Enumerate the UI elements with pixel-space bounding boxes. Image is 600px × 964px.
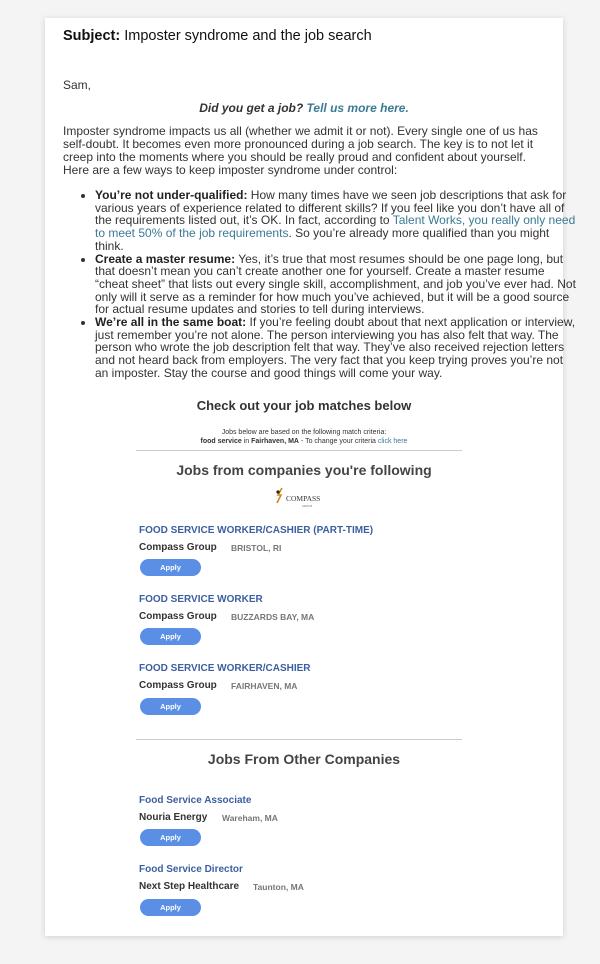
job-company: Compass Group [139,680,217,691]
other-companies-heading: Jobs From Other Companies [207,751,401,767]
job-location: BRISTOL, RI [231,543,282,553]
prompt-question: Did you get a job? [199,101,304,115]
job-company: Compass Group [139,542,217,553]
apply-button[interactable]: Apply [140,698,201,715]
logo-text: COMPASS [286,494,321,503]
divider [136,450,462,451]
tip-heading: We’re all in the same boat: [95,315,247,330]
job-title-link[interactable]: Food Service Associate [139,795,252,806]
apply-button[interactable]: Apply [140,829,201,846]
job-title-link[interactable]: Food Service Director [139,864,243,875]
job-location: Wareham, MA [222,813,278,823]
job-location: BUZZARDS BAY, MA [231,612,315,622]
job-title-link[interactable]: FOOD SERVICE WORKER/CASHIER [139,663,311,674]
criteria-intro: Jobs below are based on the following match criteria: [221,429,387,436]
logo-subtext: GROUP [302,504,313,508]
tip-text: How many times have we seen job descriptions that ask for various years of experience related to different skills? If you feel like you don’t have all of the requirements listed out, it’s OK. In fact, according to [95,188,567,228]
tip-heading: Create a master resume: [95,251,236,266]
match-criteria [45,428,563,446]
list-item [95,253,579,317]
job-status-prompt [45,101,563,115]
apply-button[interactable]: Apply [140,899,201,916]
compass-group-logo [273,487,331,509]
intro-paragraph: Imposter syndrome impacts us all (whether we admit it or not). Every single one of us has self-doubt. It becomes even more pronounced during a job search. The key is to not let it creep into the moments where you should be really proud and confident about yourself. Here are a few ways to keep imposter syndrome under control: [63,124,538,177]
criteria-change-text: - To change your criteria [299,438,378,445]
list-item [95,189,579,253]
job-company: Compass Group [139,611,217,622]
apply-button[interactable]: Apply [140,559,201,576]
apply-button[interactable]: Apply [140,628,201,645]
criteria-in: in [241,438,252,445]
job-location: Taunton, MA [253,882,304,892]
criteria-details [45,437,563,446]
following-section-heading: Jobs from companies you're following [176,462,432,478]
tips-list [63,189,579,380]
tip-text: Yes, it’s true that most resumes should be one page long, but that doesn’t mean you can’t create another one for yourself. Create a master resume “cheat sheet” that lists out every single skill, accomplishment, and job you’ve ever had. Not only will it serve as a reminder for how much you’ve achieved, but it will be a good source for actual resume updates and stories to tell during interviews. [95,251,576,317]
job-company: Nouria Energy [139,812,208,823]
list-item [95,316,579,380]
email-subject [63,28,372,44]
job-title-link[interactable]: FOOD SERVICE WORKER/CASHIER (PART-TIME) [139,525,374,536]
subject-label: Subject: [63,28,121,44]
change-criteria-link[interactable]: click here [377,438,408,445]
criteria-location: Fairhaven, MA [251,438,299,445]
tell-us-more-link[interactable]: Tell us more here. [306,101,409,115]
tip-text: If you’re feeling doubt about that next application or interview, just remember you’re not alone. The person interviewing you has also felt that way. The person who wrote the job description felt that way. They’ve also received rejection letters and not heard back from employers. The very fact that you keep trying proves you’re not an imposter. Stay the course and good things will come your way. [95,315,576,380]
talent-works-link[interactable]: Talent Works, you really only need to meet 50% of the job requirements [95,213,576,241]
tip-text: . So you’re already more qualified than you might think. [95,226,550,253]
job-matches-heading: Check out your job matches below [196,398,412,413]
job-company: Next Step Healthcare [139,881,240,892]
greeting: Sam, [63,78,92,92]
email-body [45,18,576,936]
job-title-link[interactable]: FOOD SERVICE WORKER [139,594,263,605]
tip-heading: You’re not under-qualified: [95,188,248,202]
divider [136,739,462,740]
criteria-keyword: food service [200,438,242,445]
subject-text: Imposter syndrome and the job search [124,28,372,44]
job-location: FAIRHAVEN, MA [231,681,298,691]
